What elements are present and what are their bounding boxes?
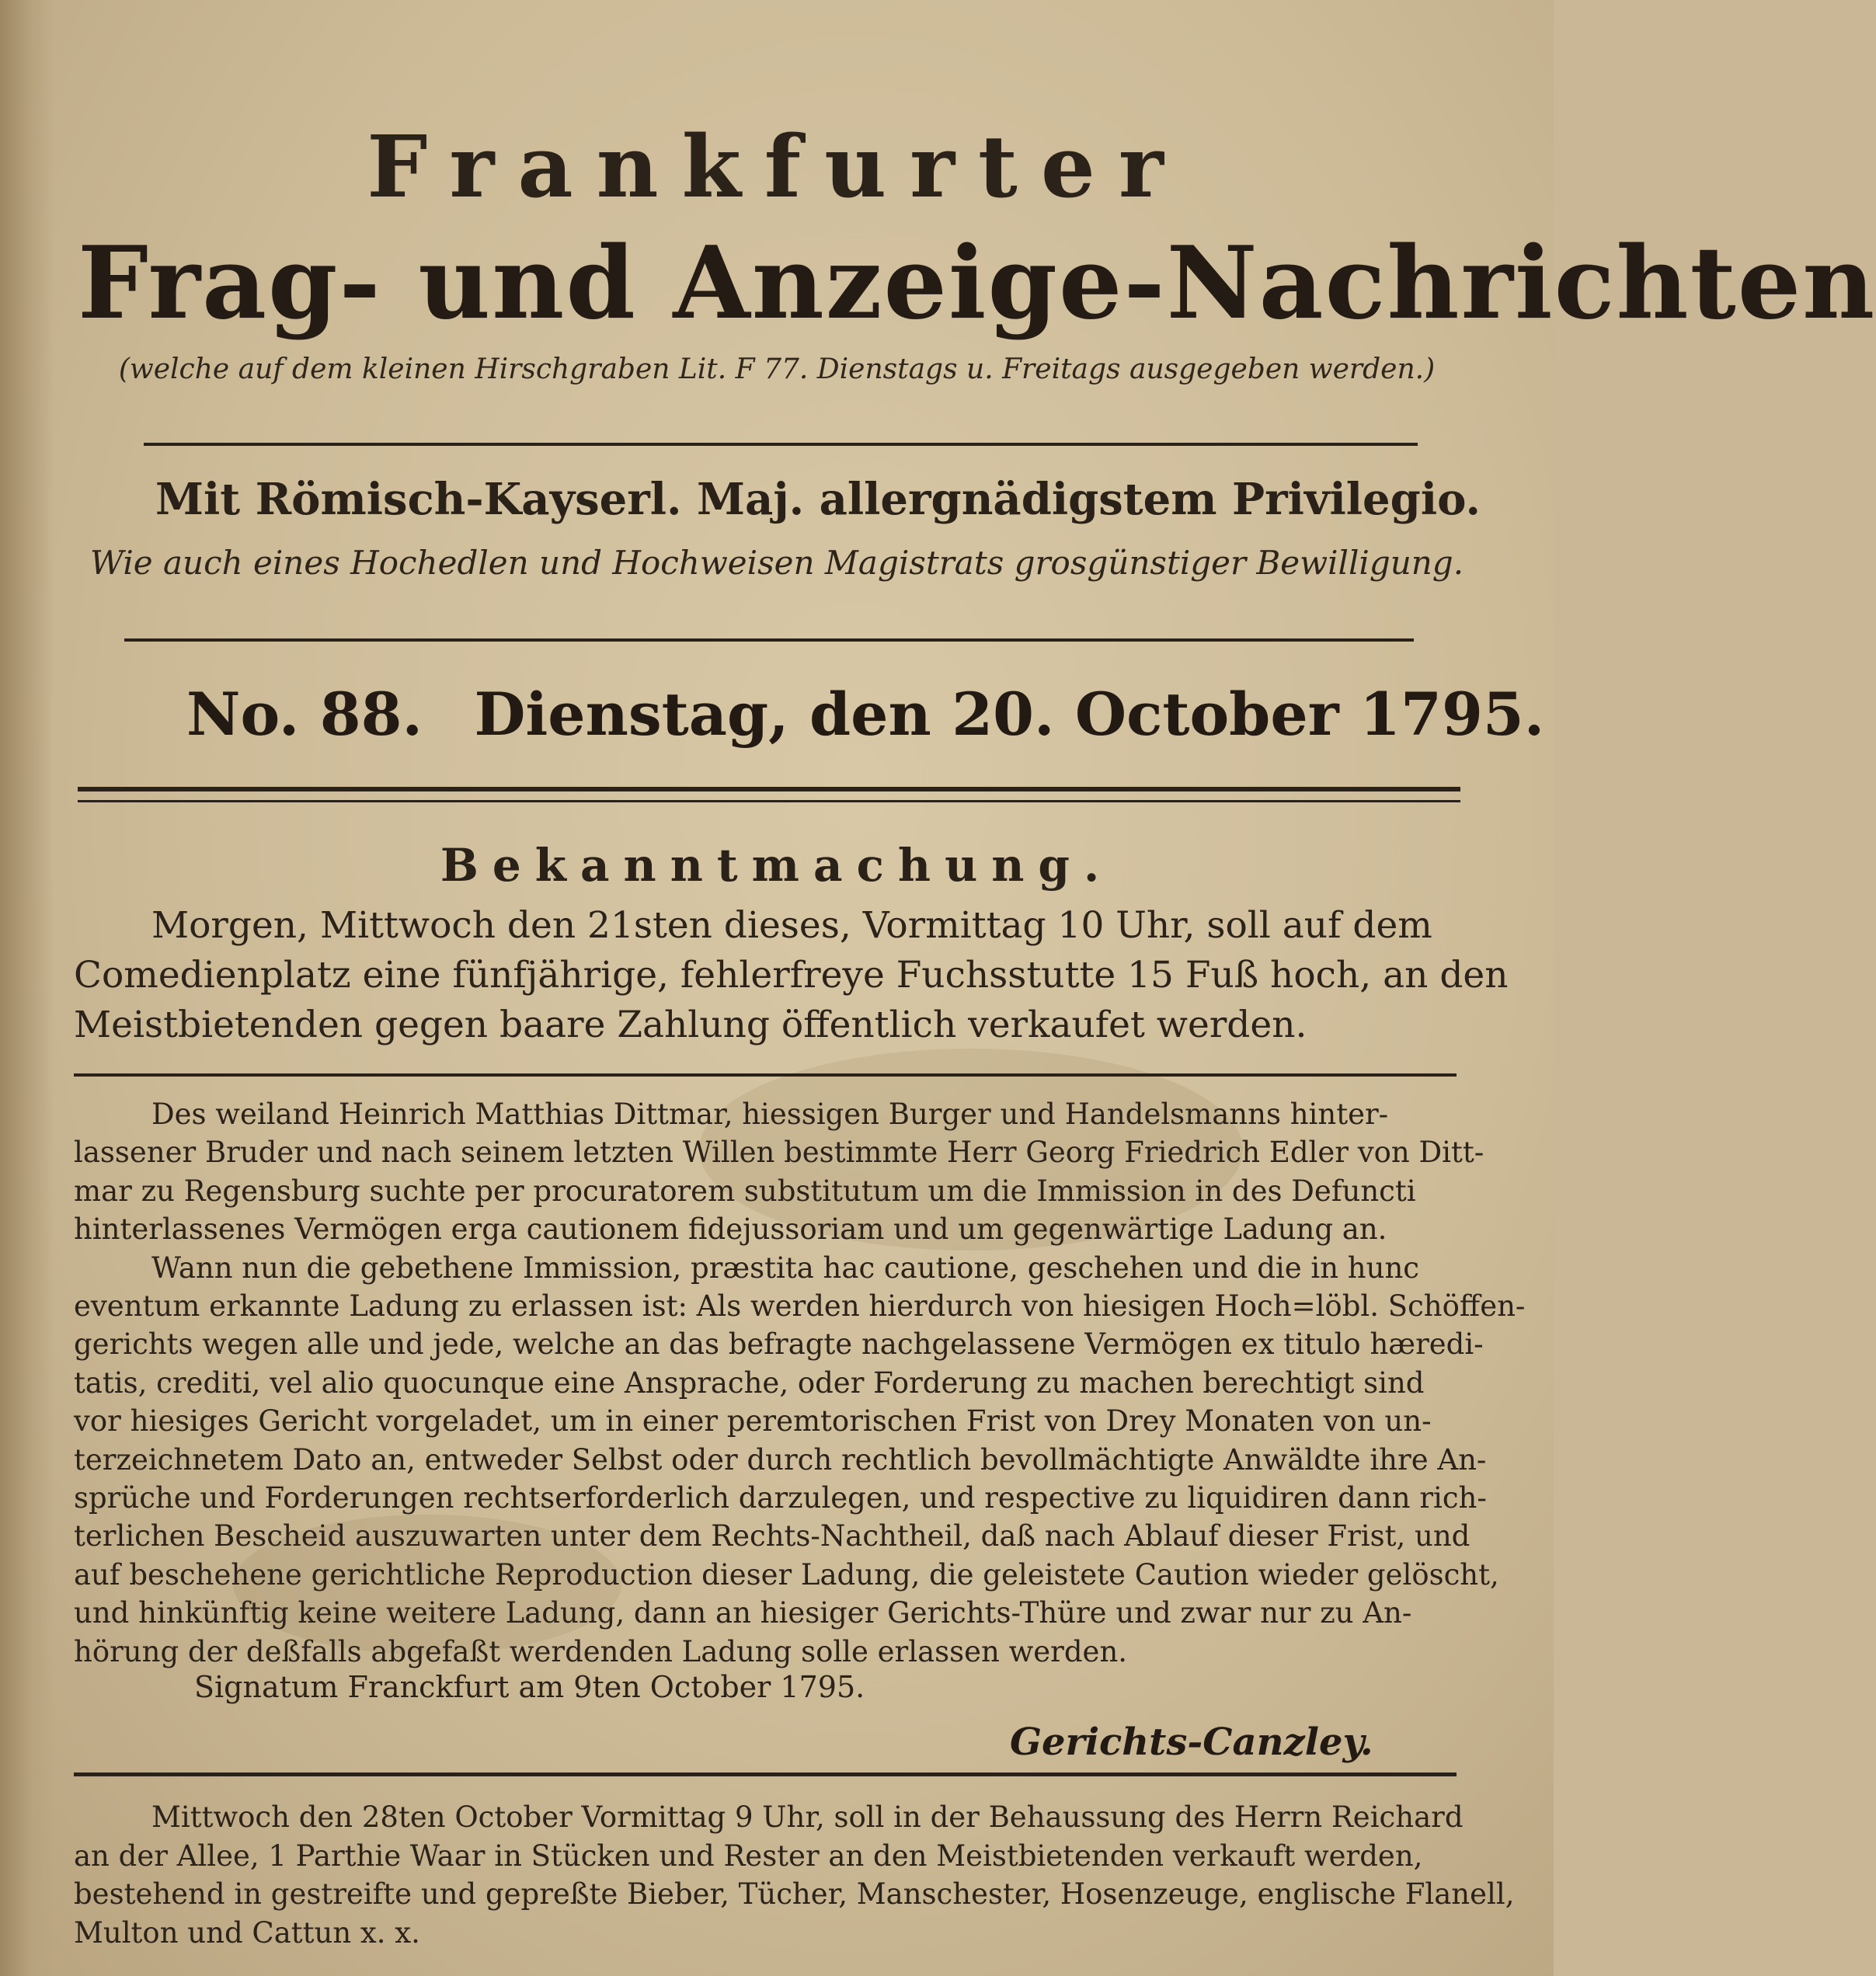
text-line: mar zu Regensburg suchte per procuratorem substitutum um die Immission in des Defuncti xyxy=(74,1174,1416,1208)
notice-court-summons xyxy=(74,1095,1526,1671)
masthead-title-line1: Frankfurter xyxy=(367,117,1187,217)
notice-signature: Signatum Franckfurt am 9ten October 1795. xyxy=(194,1670,865,1704)
double-rule-bottom xyxy=(78,800,1460,802)
page-binding-edge xyxy=(0,0,54,1976)
approval-line: Wie auch eines Hochedlen und Hochweisen Magistrats grosgünstiger Bewilligung. xyxy=(89,544,1464,582)
text-line: hörung der deßfalls abgefaßt werdenden Ladung solle erlassen werden. xyxy=(74,1634,1128,1668)
text-line: Des weiland Heinrich Matthias Dittmar, hiessigen Burger und Handelsmanns hinter- xyxy=(151,1098,1389,1131)
text-line: vor hiesiges Gericht vorgeladet, um in einer peremtorischen Frist von Drey Monaten von un- xyxy=(74,1404,1432,1439)
issue-line xyxy=(186,680,1545,749)
text-line: Multon und Cattun x. x. xyxy=(74,1915,420,1950)
text-line: bestehend in gestreifte und gepreßte Bieber, Tücher, Manschester, Hosenzeuge, englische Flanell, xyxy=(74,1877,1515,1911)
notice-horse-sale xyxy=(74,901,1509,1050)
notice-heading: Bekanntmachung. xyxy=(440,839,1114,892)
text-line: Morgen, Mittwoch den 21sten dieses, Vormittag 10 Uhr, soll auf dem xyxy=(151,904,1432,947)
text-line: Wann nun die gebethene Immission, præstita hac cautione, geschehen und die in hunc xyxy=(151,1251,1420,1285)
notice-signed-by: Gerichts-Canzley. xyxy=(1010,1720,1373,1764)
text-line: hinterlassenes Vermögen erga cautionem fidejussoriam und um gegenwärtige Ladung an. xyxy=(74,1212,1387,1247)
masthead-note: (welche auf dem kleinen Hirschgraben Lit. F 77. Dienstags u. Freitags ausgegeben werden.) xyxy=(118,353,1436,385)
text-line: Comedienplatz eine fünfjährige, fehlerfreye Fuchsstutte 15 Fuß hoch, an den xyxy=(74,954,1509,997)
text-line: eventum erkannte Ladung zu erlassen ist: Als werden hierdurch von hiesigen Hoch=löbl. Schöffen- xyxy=(74,1289,1526,1324)
notice-goods-sale xyxy=(74,1798,1515,1952)
text-line: und hinkünftig keine weitere Ladung, dann an hiesiger Gerichts-Thüre und zwar nur zu An- xyxy=(74,1596,1412,1630)
divider-rule xyxy=(124,638,1414,642)
text-line: Meistbietenden gegen baare Zahlung öffentlich verkaufet werden. xyxy=(74,1004,1307,1046)
issue-number: No. 88. xyxy=(186,680,423,749)
divider-rule xyxy=(74,1073,1457,1077)
text-line: terlichen Bescheid auszuwarten unter dem Rechts-Nachtheil, daß nach Ablauf dieser Frist, und xyxy=(74,1519,1471,1553)
text-line: an der Allee, 1 Parthie Waar in Stücken und Rester an den Meistbietenden verkauft werden, xyxy=(74,1839,1423,1873)
text-line: lassener Bruder und nach seinem letzten Willen bestimmte Herr Georg Friedrich Edler von Ditt- xyxy=(74,1136,1484,1170)
divider-rule xyxy=(144,443,1418,446)
double-rule-top xyxy=(78,787,1460,791)
text-line: auf beschehene gerichtliche Reproduction dieser Ladung, die geleistete Caution wieder gelöscht, xyxy=(74,1557,1499,1592)
masthead-title-line2: Frag- und Anzeige-Nachrichten xyxy=(78,225,1876,342)
text-line: Mittwoch den 28ten October Vormittag 9 Uhr, soll in der Behaussung des Herrn Reichard xyxy=(151,1800,1464,1834)
issue-date: Dienstag, den 20. October 1795. xyxy=(474,680,1545,749)
text-line: sprüche und Forderungen rechtserforderlich darzulegen, und respective zu liquidiren dann rich- xyxy=(74,1481,1487,1515)
text-line: gerichts wegen alle und jede, welche an das befragte nachgelassene Vermögen ex titulo hæredi- xyxy=(74,1327,1484,1362)
text-line: tatis, crediti, vel alio quocunque eine Ansprache, oder Forderung zu machen berechtigt sind xyxy=(74,1365,1425,1400)
text-line: terzeichnetem Dato an, entweder Selbst oder durch rechtlich bevollmächtigte Anwäldte ihre An- xyxy=(74,1442,1487,1477)
privilege-line: Mit Römisch-Kayserl. Maj. allergnädigstem Privilegio. xyxy=(155,474,1481,525)
divider-rule xyxy=(74,1772,1457,1776)
